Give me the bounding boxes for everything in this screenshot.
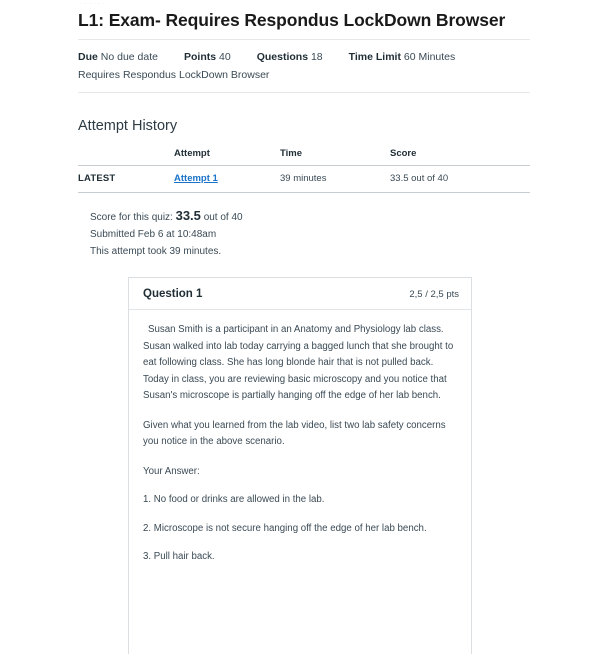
answer-gap	[143, 451, 457, 464]
score-suffix: out of 40	[203, 212, 243, 223]
your-answer-label: Your Answer:	[143, 465, 200, 477]
table-header-row	[78, 148, 530, 166]
meta-time-limit-value: 60 Minutes	[403, 51, 456, 63]
meta-divider	[78, 92, 530, 93]
score-value: 33.5	[175, 208, 201, 223]
question-header	[129, 278, 471, 309]
paragraph-gap	[143, 405, 457, 418]
answer-item: 1. No food or drinks are allowed in the lab.	[143, 494, 325, 505]
page-title: L1: Exam- Requires Respondus LockDown Browser	[78, 10, 506, 30]
answer-item: 3. Pull hair back.	[143, 551, 215, 562]
card-bottom-space	[143, 566, 457, 654]
question-name: Question 1	[143, 288, 203, 300]
meta-points	[184, 51, 231, 63]
question-points: 2,5 / 2,5 pts	[409, 289, 459, 300]
clipped-top-text: ......	[80, 0, 108, 6]
meta-time-limit	[349, 51, 456, 63]
column-header-time: Time	[280, 148, 390, 166]
meta-questions	[257, 51, 323, 63]
attempt-history-table	[78, 148, 530, 193]
attempt-link-cell	[174, 166, 280, 193]
score-line	[90, 207, 530, 226]
meta-questions-value: 18	[310, 51, 323, 63]
column-header-score: Score	[390, 148, 530, 166]
question-card	[128, 277, 472, 654]
meta-due-value: No due date	[100, 51, 158, 63]
question-body	[129, 309, 471, 654]
meta-due-label: Due	[78, 51, 98, 63]
quiz-results-page	[78, 0, 530, 654]
answer-item: 2. Microscope is not secure hanging off the edge of her lab bench.	[143, 522, 427, 534]
quiz-meta-row	[78, 49, 530, 65]
latest-badge: LATEST	[78, 173, 116, 184]
question-scenario-text: Susan Smith is a participant in an Anatomy and Physiology lab class. Susan walked into lab today carrying a bagged lunch that she brought to eat following class. She has long blonde hair that is not pulled back. Today in class, you are reviewing basic microscopy and you notice that Susan's microscope is partially hanging off the edge of her lab bench.	[143, 324, 454, 401]
column-header-kept	[78, 148, 174, 166]
meta-questions-label: Questions	[256, 51, 309, 63]
duration-line: This attempt took 39 minutes.	[90, 246, 222, 257]
attempt-kept-cell	[78, 166, 174, 193]
lockdown-requirement-note: Requires Respondus LockDown Browser	[78, 69, 270, 81]
score-summary	[78, 207, 530, 260]
meta-points-value: 40	[219, 51, 231, 63]
attempt-history-heading: Attempt History	[78, 118, 178, 134]
meta-points-label: Points	[183, 51, 217, 63]
submitted-line: Submitted Feb 6 at 10:48am	[90, 229, 217, 240]
attempt-1-link[interactable]: Attempt 1	[174, 173, 218, 184]
score-prefix: Score for this quiz:	[90, 212, 173, 223]
question-prompt-text: Given what you learned from the lab video, list two lab safety concerns you notice in the above scenario.	[143, 419, 446, 447]
attempt-time-cell: 39 minutes	[280, 166, 390, 193]
meta-time-limit-label: Time Limit	[348, 51, 401, 63]
attempt-score-cell: 33.5 out of 40	[390, 166, 530, 193]
table-row	[78, 166, 530, 193]
column-header-attempt: Attempt	[174, 148, 280, 166]
meta-due	[78, 51, 158, 63]
title-divider	[78, 39, 530, 40]
